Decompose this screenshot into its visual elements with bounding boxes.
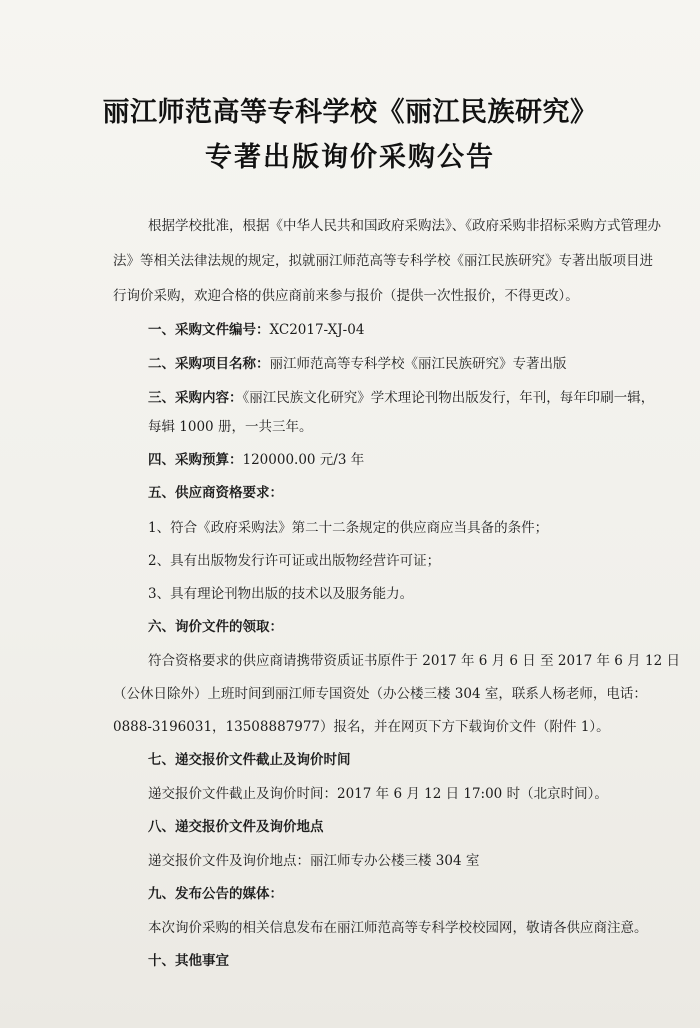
section-6-heading: 六、询价文件的领取： bbox=[148, 619, 283, 635]
section-8-line: 递交报价文件及询价地点：丽江师专办公楼三楼 304 室 bbox=[148, 853, 480, 869]
section-2-value: 丽江师范高等专科学校《丽江民族研究》专著出版 bbox=[269, 356, 567, 372]
section-9-heading: 九、发布公告的媒体： bbox=[148, 886, 283, 902]
section-3-label: 三、采购内容： bbox=[148, 390, 243, 406]
section-5-item-2: 2、具有出版物发行许可证或出版物经营许可证； bbox=[148, 553, 441, 569]
section-1 bbox=[148, 320, 364, 340]
section-3-value: 《丽江民族文化研究》学术理论刊物出版发行，年刊，每年印刷一辑， bbox=[242, 390, 655, 406]
intro-line-2: 法》等相关法律法规的规定，拟就丽江师范高等专科学校《丽江民族研究》专著出版项目进 bbox=[113, 253, 653, 269]
section-4 bbox=[148, 450, 364, 470]
section-8-heading: 八、递交报价文件及询价地点 bbox=[148, 819, 324, 835]
intro-line-1: 根据学校批准，根据《中华人民共和国政府采购法》、《政府采购非招标采购方式管理办 bbox=[148, 218, 661, 234]
section-9-line: 本次询价采购的相关信息发布在丽江师范高等专科学校校园网，敬请各供应商注意。 bbox=[148, 920, 648, 936]
section-5-item-3: 3、具有理论刊物出版的技术以及服务能力。 bbox=[148, 586, 414, 602]
intro-line-3: 行询价采购，欢迎合格的供应商前来参与报价（提供一次性报价，不得更改）。 bbox=[113, 288, 579, 304]
section-1-label: 一、采购文件编号： bbox=[148, 322, 270, 338]
title-line-1: 丽江师范高等专科学校《丽江民族研究》 bbox=[102, 97, 598, 128]
section-4-value: 120000.00 元/3 年 bbox=[242, 452, 365, 468]
section-10-heading: 十、其他事宜 bbox=[148, 953, 229, 969]
section-4-label: 四、采购预算： bbox=[148, 452, 243, 468]
section-5-item-1: 1、符合《政府采购法》第二十二条规定的供应商应当具备的条件； bbox=[148, 520, 549, 536]
section-6-line-2: （公休日除外）上班时间到丽江师专国资处（办公楼三楼 304 室，联系人杨老师，电话： bbox=[113, 686, 647, 702]
section-7-line: 递交报价文件截止及询价时间：2017 年 6 月 12 日 17:00 时（北京时间）。 bbox=[148, 786, 608, 802]
section-3-cont: 每辑 1000 册，一共三年。 bbox=[148, 419, 313, 435]
section-7-heading: 七、递交报价文件截止及询价时间 bbox=[148, 752, 351, 768]
section-3 bbox=[148, 388, 654, 408]
section-2-label: 二、采购项目名称： bbox=[148, 356, 270, 372]
section-6-line-1: 符合资格要求的供应商请携带资质证书原件于 2017 年 6 月 6 日 至 2017 年 6 月 12 日 bbox=[148, 653, 680, 669]
section-2 bbox=[148, 354, 567, 374]
section-1-value: XC2017-XJ-04 bbox=[269, 322, 365, 338]
section-5-heading: 五、供应商资格要求： bbox=[148, 485, 283, 501]
title-line-2: 专著出版询价采购公告 bbox=[205, 142, 495, 173]
section-6-line-3: 0888-3196031，13508887977）报名，并在网页下方下载询价文件（附件 1）。 bbox=[113, 719, 610, 735]
